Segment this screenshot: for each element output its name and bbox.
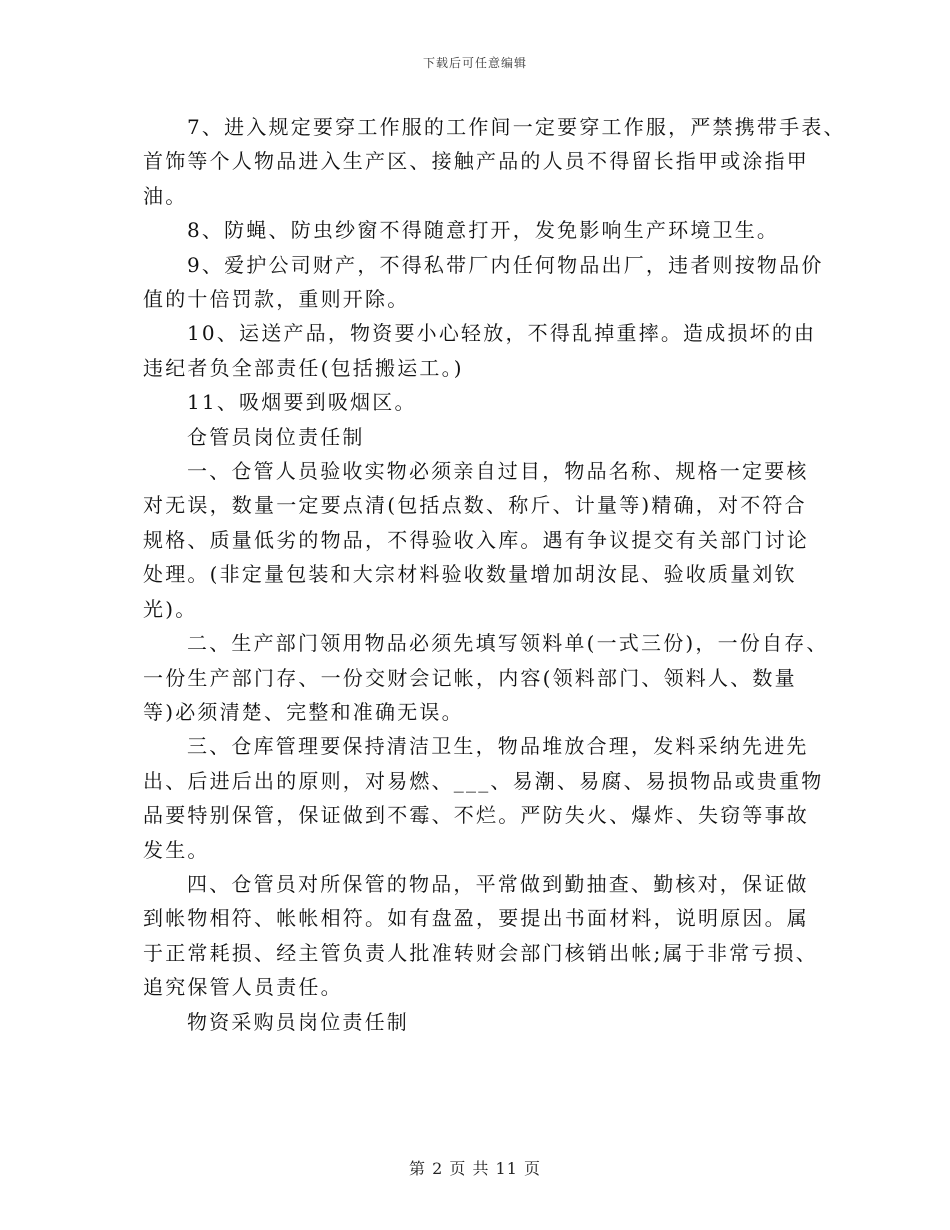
paragraph-line: 仓管员岗位责任制 <box>187 424 365 449</box>
paragraph-line: 9、爱护公司财产，不得私带厂内任何物品出厂，违者则按物品价 <box>187 252 824 277</box>
paragraph-line: 追究保管人员责任。 <box>143 975 343 1000</box>
paragraph-line: 一份生产部门存、一份交财会记帐，内容(领料部门、领料人、数量 <box>143 665 797 690</box>
paragraph-line: 品要特别保管，保证做到不霉、不烂。严防失火、爆炸、失窃等事故 <box>143 803 809 828</box>
document-body <box>143 110 846 1039</box>
paragraph-line: 三、仓库管理要保持清洁卫生，物品堆放合理，发料采纳先进先 <box>187 734 809 759</box>
paragraph-line: 8、防蝇、防虫纱窗不得随意打开，发免影响生产环境卫生。 <box>187 218 780 243</box>
paragraph-line: 首饰等个人物品进入生产区、接触产品的人员不得留长指甲或涂指甲 <box>143 149 809 174</box>
paragraph-line: 发生。 <box>143 837 210 862</box>
paragraph <box>143 867 818 1005</box>
paragraph <box>143 1005 811 1039</box>
paragraph-line: 于正常耗损、经主管负责人批准转财会部门核销出帐;属于非常亏损、 <box>143 940 818 965</box>
paragraph-line: 规格、质量低劣的物品，不得验收入库。遇有争议提交有关部门讨论 <box>143 527 809 552</box>
paragraph <box>143 385 811 419</box>
paragraph <box>143 420 811 454</box>
paragraph-line: 一、仓管人员验收实物必须亲自过目，物品名称、规格一定要核 <box>187 459 809 484</box>
paragraph <box>143 729 824 867</box>
paragraph <box>143 110 846 213</box>
paragraph-line: 到帐物相符、帐帐相符。如有盘盈，要提出书面材料，说明原因。属 <box>143 906 809 931</box>
paragraph-line: 光)。 <box>143 596 198 621</box>
paragraph-line: 二、生产部门领用物品必须先填写领料单(一式三份)，一份自存、 <box>187 631 829 656</box>
paragraph-line: 7、进入规定要穿工作服的工作间一定要穿工作服，严禁携带手表、 <box>187 115 846 139</box>
paragraph-line: 四、仓管员对所保管的物品，平常做到勤抽查、勤核对，保证做 <box>187 871 809 896</box>
paragraph-line: 油。 <box>143 183 188 208</box>
page-header: 下载后可任意编辑 <box>422 56 527 70</box>
paragraph <box>143 213 811 247</box>
paragraph <box>143 316 817 385</box>
paragraph <box>143 454 811 626</box>
paragraph-line: 10、运送产品，物资要小心轻放，不得乱掉重摔。造成损坏的由 <box>187 321 817 346</box>
paragraph-line: 11、吸烟要到吸烟区。 <box>187 390 417 415</box>
paragraph-line: 值的十倍罚款，重则开除。 <box>143 287 410 312</box>
paragraph-line: 等)必须清楚、完整和准确无误。 <box>143 699 464 724</box>
paragraph <box>143 248 824 317</box>
paragraph-line: 物资采购员岗位责任制 <box>187 1009 409 1034</box>
paragraph <box>143 626 829 729</box>
paragraph-line: 违纪者负全部责任(包括搬运工。) <box>143 355 464 380</box>
paragraph-line: 对无误，数量一定要点清(包括点数、称斤、计量等)精确，对不符合 <box>143 493 807 518</box>
paragraph-line: 处理。(非定量包装和大宗材料验收数量增加胡汝昆、验收质量刘钦 <box>143 562 797 587</box>
paragraph-line: 出、后进后出的原则，对易燃、___、易潮、易腐、易损物品或贵重物 <box>143 768 824 793</box>
page-footer: 第 2 页 共 11 页 <box>409 1159 541 1178</box>
